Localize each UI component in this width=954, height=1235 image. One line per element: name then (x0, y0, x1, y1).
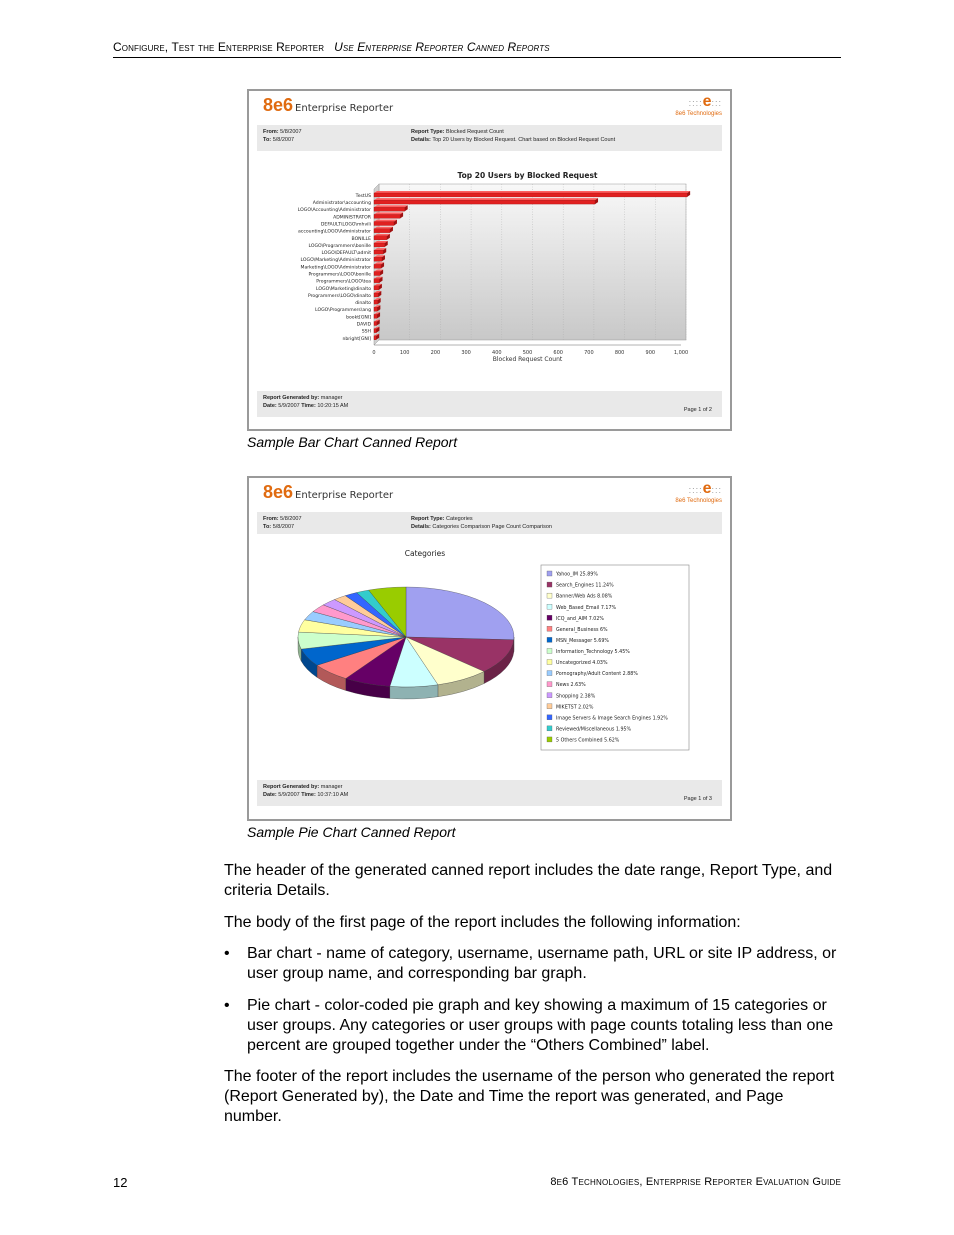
y-category-label: LOGO\Marketing\Administrator (300, 258, 371, 264)
bar (374, 286, 379, 290)
paragraph-body-intro: The body of the first page of the report includes the following information: (224, 914, 741, 931)
bar (374, 336, 376, 340)
bar-top (374, 227, 393, 229)
y-category-label: Programmers\LOGO\tea (316, 279, 371, 285)
x-tick-label: 400 (492, 350, 502, 356)
legend-swatch (547, 693, 552, 698)
legend-label: Banner/Web Ads 8.08% (556, 594, 613, 600)
x-axis-label: Blocked Request Count (492, 356, 563, 363)
y-category-label: BONILLE (351, 236, 371, 242)
legend-swatch (547, 593, 552, 598)
bar-top (374, 198, 598, 200)
y-category-label: accounting\LOGO\Administrator (297, 229, 371, 235)
y-category-label: ADMINISTRATOR (333, 215, 371, 221)
bar (374, 236, 387, 240)
pie-chart-title: Categories (404, 549, 446, 558)
bar (374, 293, 378, 297)
bar (374, 207, 405, 211)
x-tick-label: 700 (584, 350, 594, 356)
page-number: 12 (113, 1175, 128, 1190)
report-header-box: From: 5/8/2007 To: 5/8/2007 Report Type: Blocked Request Count Details: Top 20 Users by Blocked Request. Chart based on Blocked Request Count (257, 125, 722, 151)
legend-swatch (547, 671, 552, 676)
pie-report-figure (247, 476, 732, 821)
pie-slice (406, 587, 514, 640)
bar (374, 314, 377, 318)
legend-swatch (547, 615, 552, 620)
y-category-label: LOGO\Marketing\dinalto (316, 286, 371, 292)
x-tick-label: 0 (372, 350, 376, 356)
paragraph-footer-info: The footer of the report includes the username of the person who generated the report (Report Generated by), the Date and Time the report was generated, and Page number. (224, 1068, 835, 1125)
legend-swatch (547, 637, 552, 642)
legend-label: Pornography/Adult Content 2.88% (556, 672, 638, 678)
report-footer-box: Report Generated by: manager Date: 5/9/2007 Time: 10:20:15 AM Page 1 of 2 (257, 391, 722, 417)
y-category-label: DAVID (356, 322, 371, 328)
bar (374, 307, 377, 311)
report-logo: 8e6 Enterprise Reporter (263, 482, 394, 502)
report-header-box: From: 5/8/2007 To: 5/8/2007 Report Type: Categories Details: Categories Comparison Page Count Comparison (257, 512, 722, 534)
bar-top (374, 220, 397, 222)
bar (374, 264, 381, 268)
y-category-label: SSH (361, 329, 371, 335)
x-tick-label: 500 (522, 350, 533, 356)
legend-label: General_Business 6% (556, 627, 608, 633)
legend-label: Web_Based_Email 7.17% (556, 605, 617, 611)
x-tick-label: 100 (399, 350, 410, 356)
legend-swatch (547, 682, 552, 687)
paragraph-header-info: The header of the generated canned report includes the date range, Report Type, and criteria Details. (224, 862, 833, 899)
bar (374, 193, 687, 197)
legend-label: News 2.63% (556, 683, 586, 689)
report-logo: 8e6 Enterprise Reporter (263, 95, 394, 115)
y-category-label: bookt[GNI] (346, 315, 371, 321)
legend-label: Image Servers & Image Search Engines 1.92% (556, 716, 668, 722)
x-tick-label: 1,000 (673, 350, 689, 356)
legend-label: Yahoo_IM 25.89% (556, 572, 598, 578)
legend-swatch (547, 626, 552, 631)
running-header-right: Use Enterprise Reporter Canned Reports (334, 40, 550, 54)
legend-swatch (547, 648, 552, 653)
corp-logo: ::::e::: 8e6 Technologies (675, 93, 722, 117)
legend-swatch (547, 660, 552, 665)
bar (374, 229, 390, 233)
y-category-label: Programmers\LOGO\dinalto (307, 293, 371, 299)
y-category-label: Administrator\accounting (312, 201, 371, 207)
pie-legend (541, 565, 689, 750)
bar (374, 222, 394, 226)
legend-label: Shopping 2.38% (556, 694, 596, 700)
x-tick-label: 200 (430, 350, 441, 356)
bar (374, 250, 383, 254)
x-tick-label: 300 (461, 350, 471, 356)
corp-logo: ::::e::: 8e6 Technologies (675, 480, 722, 504)
x-tick-label: 900 (645, 350, 656, 356)
legend-label: MIKETST 2.02% (556, 705, 594, 711)
x-tick-label: 800 (614, 350, 625, 356)
bar (374, 257, 382, 261)
bar-top (374, 212, 403, 214)
bar (374, 322, 377, 326)
legend-label: MSN_Messager 5.69% (556, 638, 609, 644)
y-category-label: LOGO\Programmers\bonille (308, 243, 371, 249)
legend-label: Search_Engines 11.24% (556, 583, 614, 589)
y-category-label: LOGO\Programmers\ang (315, 308, 371, 314)
legend-label: 5 Others Combined 5.62% (556, 738, 620, 744)
pie-figure-caption: Sample Pie Chart Canned Report (247, 824, 456, 840)
legend-swatch (547, 582, 552, 587)
bar-top (374, 191, 690, 193)
y-category-label: LOGO\DEFAULT\admit (321, 251, 371, 257)
legend-swatch (547, 604, 552, 609)
bar-top (374, 205, 408, 207)
bar (374, 329, 376, 333)
running-header-left: Configure, Test the Enterprise Reporter (113, 40, 325, 54)
running-header (113, 40, 841, 58)
bar (374, 300, 378, 304)
y-category-label: TestUS (355, 193, 371, 199)
y-category-label: LOGO\Accounting\Administrator (297, 208, 371, 214)
bar-report-figure (247, 89, 732, 431)
bar-figure-caption: Sample Bar Chart Canned Report (247, 434, 458, 450)
bar-chart (249, 165, 730, 375)
bar (374, 200, 595, 204)
y-category-label: dinalto (355, 301, 371, 307)
y-category-label: DEFAULT\LOGO\mhvili (320, 222, 371, 228)
bar (374, 243, 385, 247)
legend-label: Reviewed/Miscellaneous 1.95% (556, 727, 632, 733)
bar (374, 214, 400, 218)
y-category-label: nbright[GNI] (342, 336, 371, 342)
x-tick-label: 600 (553, 350, 563, 356)
bar (374, 272, 380, 276)
report-footer-box: Report Generated by: manager Date: 5/9/2007 Time: 10:37:10 AM Page 1 of 3 (257, 780, 722, 806)
legend-label: Information_Technology 5.45% (556, 650, 630, 656)
legend-swatch (547, 571, 552, 576)
legend-swatch (547, 715, 552, 720)
bar-chart-title: Top 20 Users by Blocked Request (457, 171, 598, 180)
y-category-label: Marketing\LOGO\Administrator (300, 265, 371, 271)
legend-swatch (547, 704, 552, 709)
legend-label: ICQ_and_AIM 7.02% (556, 616, 604, 622)
legend-swatch (547, 737, 552, 742)
pie-chart (249, 540, 730, 760)
y-category-label: Programmers\LOGO\bonille (308, 272, 371, 278)
bar (374, 279, 380, 283)
document-footer-title: 8e6 Technologies, Enterprise Reporter Evaluation Guide (550, 1176, 841, 1188)
legend-swatch (547, 726, 552, 731)
legend-label: Uncategorized 4.03% (556, 661, 608, 667)
